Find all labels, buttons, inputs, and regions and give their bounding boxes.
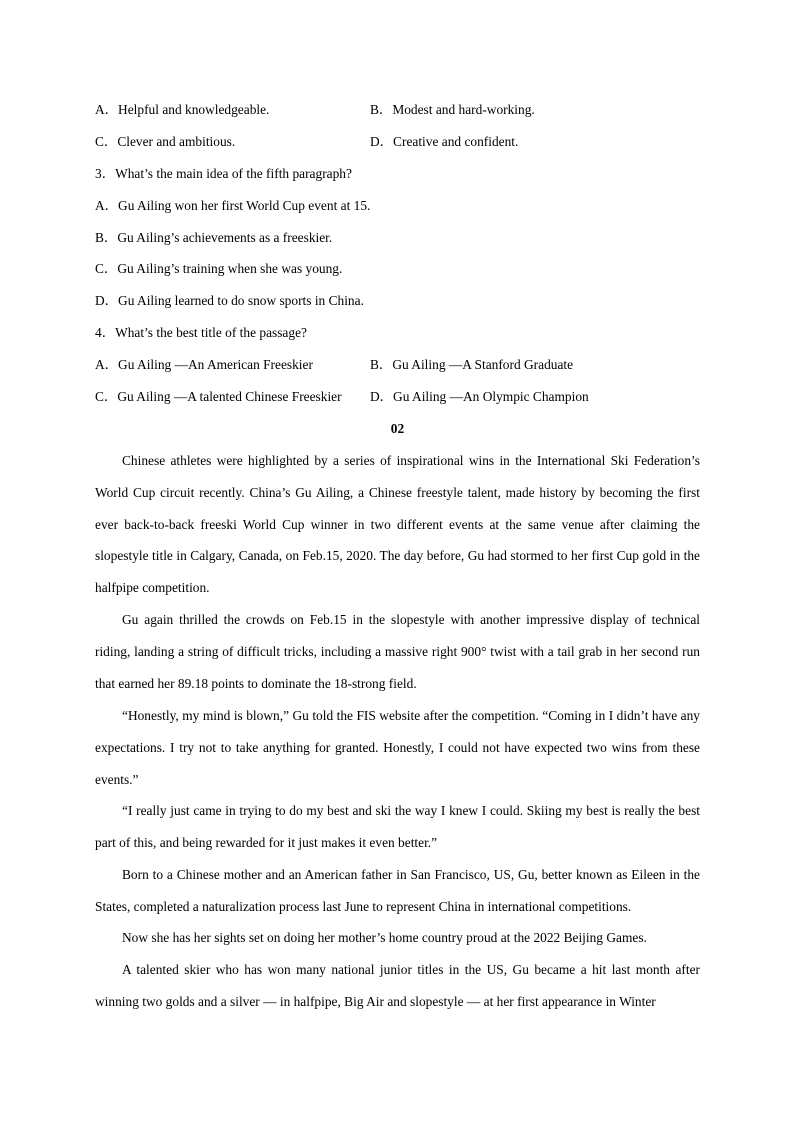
q4-question: 4．What’s the best title of the passage? — [95, 325, 307, 340]
paragraph-6: Now she has her sights set on doing her mother’s home country proud at the 2022 Beijing Games. — [122, 930, 647, 945]
q2-option-b: B．Modest and hard-working. — [370, 102, 535, 117]
q2-option-a: A．Helpful and knowledgeable. — [95, 102, 270, 117]
q3-question: 3．What’s the main idea of the fifth paragraph? — [95, 166, 352, 181]
q4-option-a: A．Gu Ailing —An American Freeskier — [95, 357, 313, 372]
paragraph-4: “I really just came in trying to do my best and ski the way I knew I could. Skiing my best is really the best part of this, and being rewarded for it just makes it even better.” — [95, 803, 700, 850]
q4-option-d: D．Gu Ailing —An Olympic Champion — [370, 389, 589, 404]
q4-option-c: C．Gu Ailing —A talented Chinese Freeskier — [95, 389, 342, 404]
q2-options-row-2 — [95, 132, 700, 152]
q3-option-c: C．Gu Ailing’s training when she was young. — [95, 261, 343, 276]
q3-option-d: D．Gu Ailing learned to do snow sports in China. — [95, 293, 364, 308]
paragraph-7: A talented skier who has won many national junior titles in the US, Gu became a hit last month after winning two golds and a silver — in halfpipe, Big Air and slopestyle — at her first appearance in Winter — [95, 962, 700, 1009]
q3-option-b: B．Gu Ailing’s achievements as a freeskier. — [95, 230, 333, 245]
paragraph-1: Chinese athletes were highlighted by a series of inspirational wins in the International Ski Federation’s World Cup circuit recently. China’s Gu Ailing, a Chinese freestyle talent, made history by becoming the first ever back-to-back freeski World Cup winner in two different events at the same venue after claiming the slopestyle title in Calgary, Canada, on Feb.15, 2020. The day before, Gu had stormed to her first Cup gold in the halfpipe competition. — [95, 453, 700, 596]
q4-options-row-1 — [95, 355, 700, 375]
paragraph-3: “Honestly, my mind is blown,” Gu told the FIS website after the competition. “Coming in I didn’t have any expectations. I try not to take anything for granted. Honestly, I could not have expected two wins from these events.” — [95, 708, 700, 787]
q4-options-row-2 — [95, 387, 700, 407]
q2-option-c: C．Clever and ambitious. — [95, 134, 236, 149]
paragraph-5: Born to a Chinese mother and an American father in San Francisco, US, Gu, better known as Eileen in the States, completed a naturalization process last June to represent China in international competitions. — [95, 867, 700, 914]
q3-option-a: A．Gu Ailing won her first World Cup event at 15. — [95, 198, 371, 213]
q4-option-b: B．Gu Ailing —A Stanford Graduate — [370, 357, 574, 372]
q2-options-row-1 — [95, 100, 700, 120]
section-heading: 02 — [390, 421, 405, 436]
q2-option-d: D．Creative and confident. — [370, 134, 519, 149]
paragraph-2: Gu again thrilled the crowds on Feb.15 in the slopestyle with another impressive display of technical riding, landing a string of difficult tricks, including a massive right 900° twist with a tail grab in her second run that earned her 89.18 points to dominate the 18-strong field. — [95, 612, 700, 691]
